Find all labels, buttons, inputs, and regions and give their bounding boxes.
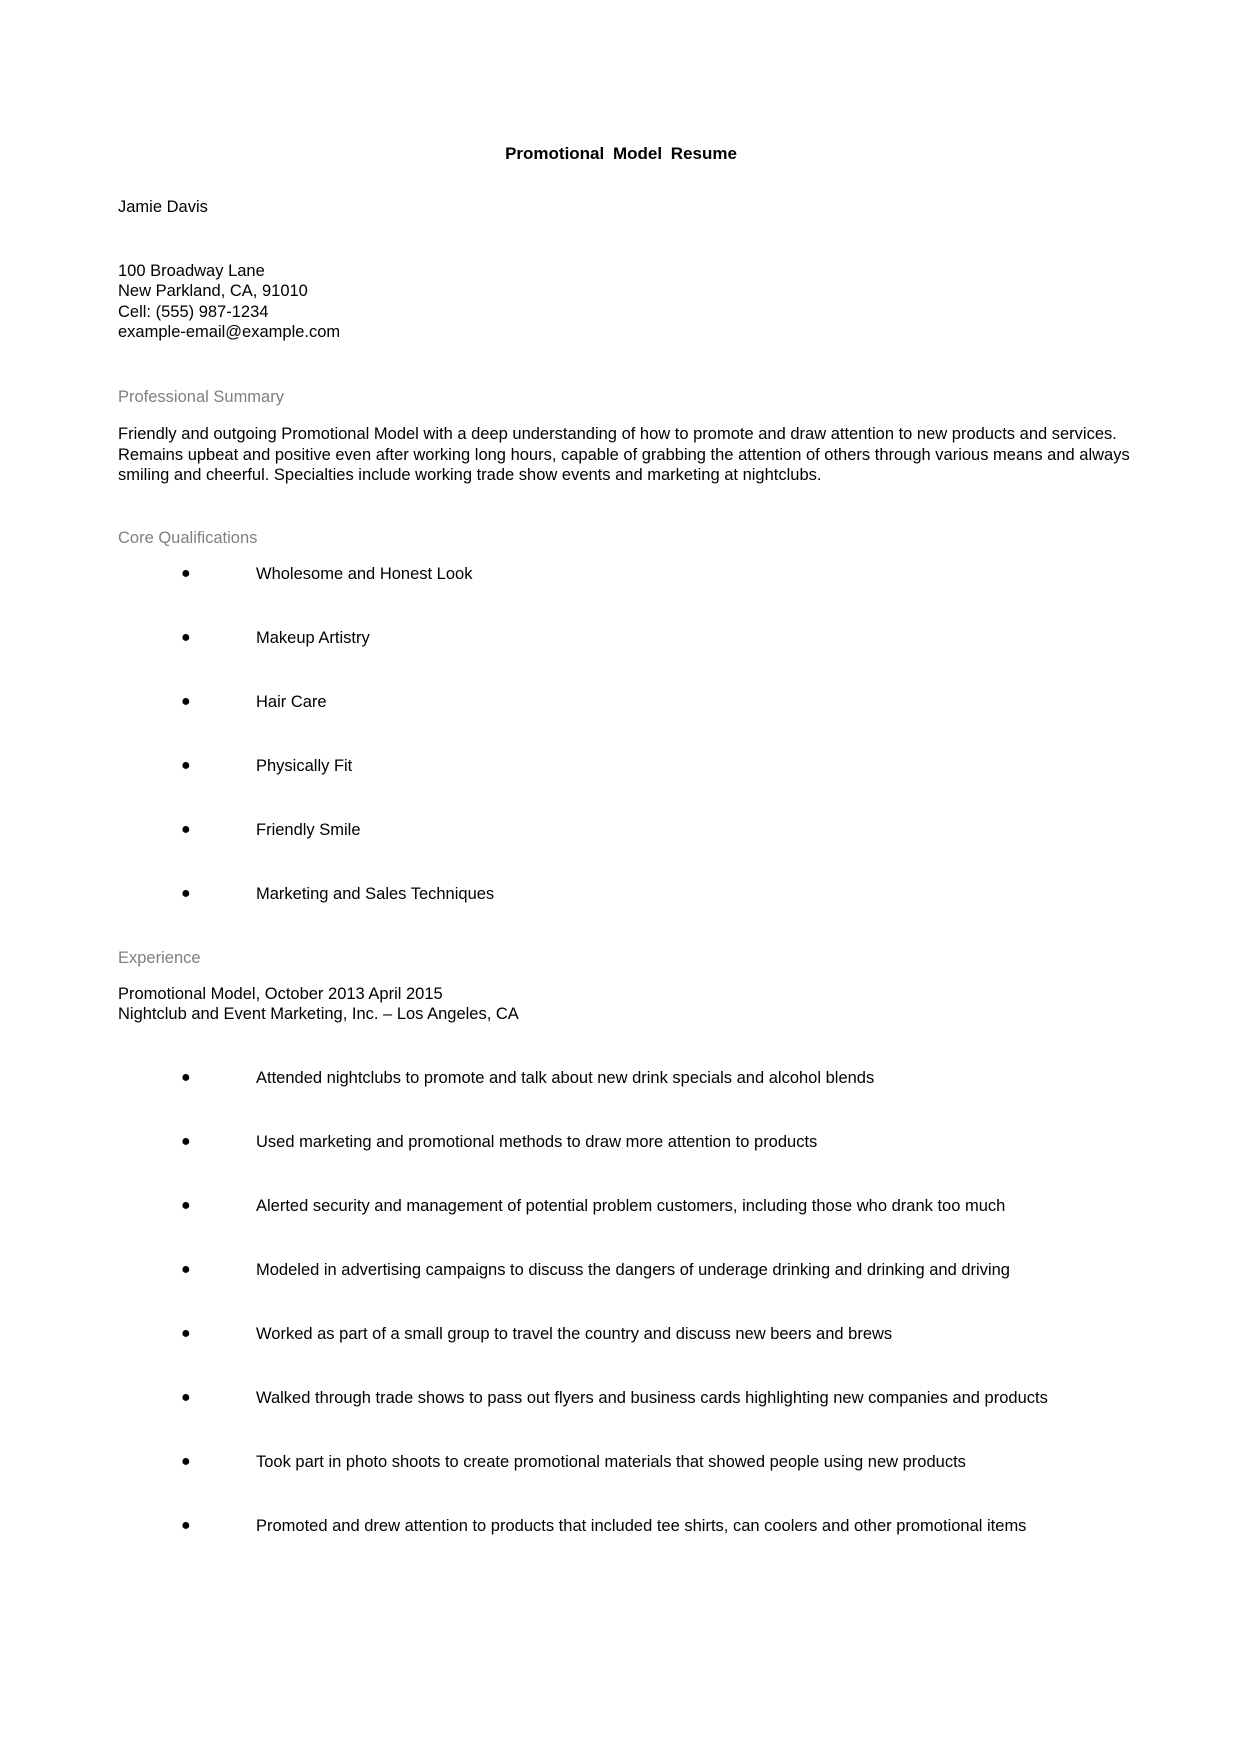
qualifications-heading: Core Qualifications bbox=[118, 529, 258, 547]
list-item-text: Attended nightclubs to promote and talk about new drink specials and alcohol blends bbox=[256, 1069, 875, 1087]
list-item-text: Alerted security and management of potential problem customers, including those who drank too much bbox=[256, 1197, 1006, 1215]
bullet-icon: ● bbox=[181, 1453, 191, 1470]
bullet-icon: ● bbox=[181, 693, 191, 710]
bullet-icon: ● bbox=[181, 1069, 191, 1086]
bullet-icon: ● bbox=[181, 1261, 191, 1278]
cell-phone: Cell: (555) 987-1234 bbox=[118, 303, 269, 321]
bullet-icon: ● bbox=[181, 821, 191, 838]
document-title: Promotional Model Resume bbox=[505, 144, 737, 163]
list-item-text: Worked as part of a small group to travel the country and discuss new beers and brews bbox=[256, 1325, 893, 1343]
experience-heading: Experience bbox=[118, 949, 201, 967]
address-line-1: 100 Broadway Lane bbox=[118, 262, 265, 280]
address-line-2: New Parkland, CA, 91010 bbox=[118, 282, 308, 300]
list-item-text: Took part in photo shoots to create promotional materials that showed people using new products bbox=[256, 1453, 966, 1471]
list-item-text: Marketing and Sales Techniques bbox=[256, 885, 495, 903]
bullet-icon: ● bbox=[181, 1133, 191, 1150]
bullet-icon: ● bbox=[181, 629, 191, 646]
bullet-icon: ● bbox=[181, 885, 191, 902]
list-item-text: Physically Fit bbox=[256, 757, 353, 775]
bullet-icon: ● bbox=[181, 1517, 191, 1534]
email-address: example-email@example.com bbox=[118, 323, 341, 341]
bullet-icon: ● bbox=[181, 757, 191, 774]
summary-heading: Professional Summary bbox=[118, 388, 284, 406]
list-item-text: Makeup Artistry bbox=[256, 629, 370, 647]
employer: Nightclub and Event Marketing, Inc. – Los Angeles, CA bbox=[118, 1005, 519, 1023]
list-item-text: Modeled in advertising campaigns to discuss the dangers of underage drinking and drinking and driving bbox=[256, 1261, 1010, 1279]
bullet-icon: ● bbox=[181, 1197, 191, 1214]
list-item-text: Promoted and drew attention to products that included tee shirts, can coolers and other promotional items bbox=[256, 1517, 1027, 1535]
list-item-text: Hair Care bbox=[256, 693, 327, 711]
job-title: Promotional Model, October 2013 April 2015 bbox=[118, 985, 443, 1003]
list-item-text: Walked through trade shows to pass out flyers and business cards highlighting new companies and products bbox=[256, 1389, 1048, 1407]
list-item-text: Used marketing and promotional methods to draw more attention to products bbox=[256, 1133, 818, 1151]
bullet-icon: ● bbox=[181, 1389, 191, 1406]
summary-paragraph: Friendly and outgoing Promotional Model with a deep understanding of how to promote and draw attention to new products and services. Remains upbeat and positive even after working long hours, capable of grabbing the attention of others through various means and always smiling and cheerful. Specialties include working trade show events and marketing at nightclubs. bbox=[118, 425, 1130, 484]
list-item-text: Wholesome and Honest Look bbox=[256, 565, 473, 583]
bullet-icon: ● bbox=[181, 565, 191, 582]
list-item-text: Friendly Smile bbox=[256, 821, 361, 839]
bullet-icon: ● bbox=[181, 1325, 191, 1342]
candidate-name: Jamie Davis bbox=[118, 198, 208, 216]
